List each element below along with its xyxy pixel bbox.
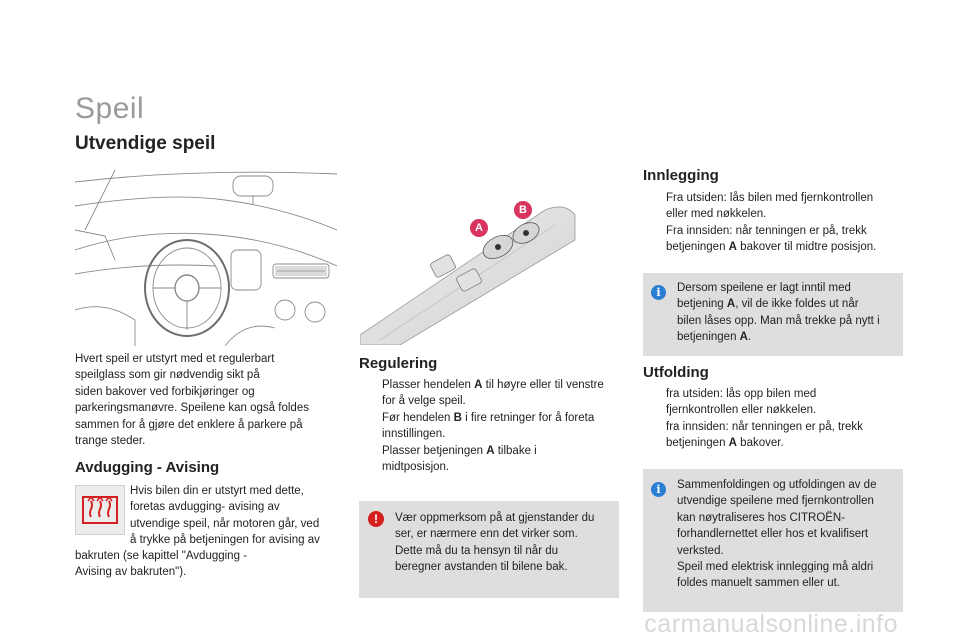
intro-line: siden bakover ved forbikjøringer og [75,385,255,398]
warning-note [359,501,619,598]
control-label-a: A [470,219,488,237]
defrost-line: Hvis bilen din er utstyrt med dette, [130,485,304,497]
utfolding-heading: Utfolding [643,364,709,381]
intro-paragraph [75,351,345,449]
list-item: Plasser hendelen A til høyre eller til venstre for å velge speil. [382,379,604,408]
defrost-text-full [75,548,350,581]
warning-icon: ! [368,511,384,527]
door-control-illustration [360,200,580,345]
rear-defrost-icon [75,485,125,535]
regulering-heading: Regulering [359,355,438,372]
list-item: Fra innsiden: når tenningen er på, trekk betjeningen A bakover til midtre posisjon. [666,224,877,254]
list-item: fra innsiden: når tenningen er på, trekk betjeningen A bakover. [666,420,863,450]
list-item: Fra utsiden: lås bilen med fjernkontrollen eller med nøkkelen. [666,192,874,221]
intro-line: speilglass som gir nødvendig sikt på [75,369,260,382]
defrost-text-indented [130,483,350,549]
section-title: Utvendige speil [75,133,216,154]
warning-line: Vær oppmerksom på at gjenstander du [395,512,595,524]
warning-line: ser, er nærmere enn det virker som. [395,528,578,541]
regulering-list [359,377,629,475]
dashboard-illustration [75,170,337,346]
defrost-line: Avising av bakruten"). [75,566,187,579]
defrost-line: foretas avdugging- avising av [130,501,280,514]
defrost-line: utvendige speil, når motoren går, ved [130,517,320,530]
page-title: Speil [75,92,145,125]
intro-line: sammen for å gjøre det enklere å parkere på [75,418,303,431]
info-icon: i [651,285,666,300]
utfolding-info-note: i Sammenfoldingen og utfoldingen av de utvendige speilene med fjernkontrollen kan nøytraliseres hos CITROËN- forhandlernettet eller hos et kvalifisert verksted. Speil med elektrisk innlegging må aldri foldes manuelt sammen eller ut. [643,469,903,612]
defrost-heading: Avdugging - Avising [75,459,220,476]
watermark: carmanualsonline.info [644,610,898,638]
intro-line: trange steder. [75,435,146,448]
list-item: fra utsiden: lås opp bilen med fjernkontrollen eller nøkkelen. [666,388,817,417]
innlegging-heading: Innlegging [643,167,719,184]
innlegging-list [643,190,913,256]
innlegging-info-note: i Dersom speilene er lagt inntil med betjening A, vil de ikke foldes ut når bilen låses opp. Man må trekke på nytt i betjeningen A. [643,273,903,356]
utfolding-list [643,386,913,452]
warning-line: Dette må du ta hensyn til når du [395,544,559,557]
intro-line: parkeringsmanøvre. Speilene kan også foldes [75,402,309,415]
defrost-line: bakruten (se kapittel "Avdugging - [75,550,248,562]
defrost-line: å trykke på betjeningen for avising av [130,534,320,547]
list-item: Før hendelen B i fire retninger for å foreta innstillingen. [382,411,595,441]
list-item: Plasser betjeningen A tilbake i midtposisjon. [382,444,537,474]
intro-line: Hvert speil er utstyrt med et regulerbart [75,353,275,365]
warning-line: beregner avstanden til bilene bak. [395,561,568,574]
info-icon: i [651,482,666,497]
control-label-b: B [514,201,532,219]
